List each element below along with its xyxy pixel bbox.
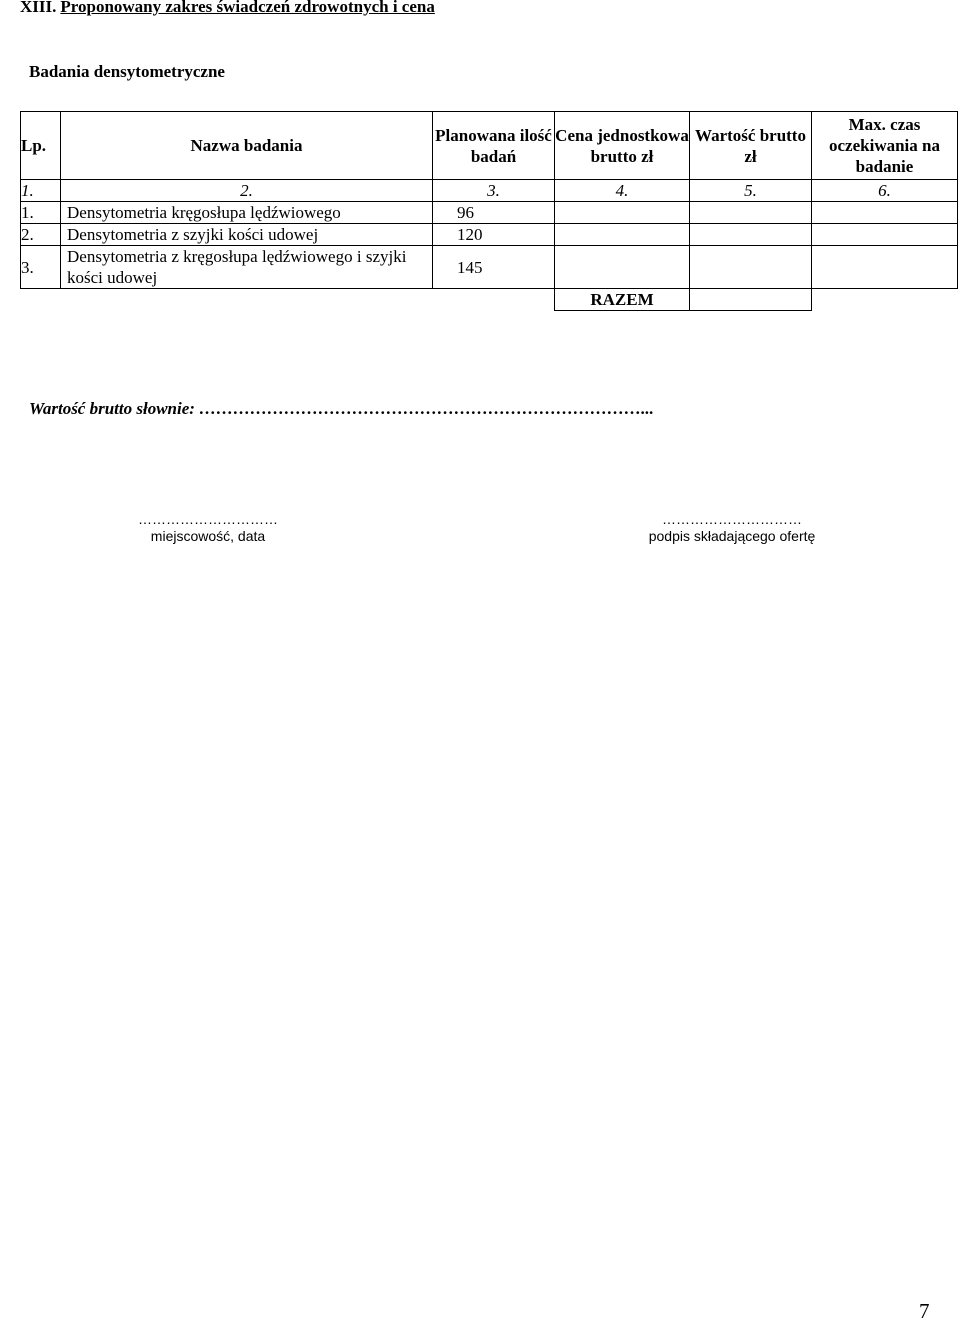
row-value-cell[interactable]: [690, 246, 812, 289]
column-number: 3.: [433, 180, 555, 202]
header-qty: Planowana ilość badań: [433, 112, 555, 180]
subtitle: Badania densytometryczne: [29, 62, 225, 81]
row-qty: 145: [433, 246, 555, 289]
page-number: 7: [919, 1299, 930, 1323]
row-value-cell[interactable]: [690, 202, 812, 224]
column-number: 1.: [21, 180, 61, 202]
header-unit-price: Cena jednostkowa brutto zł: [555, 112, 690, 180]
blank-cell: [61, 289, 433, 311]
row-qty: 120: [433, 224, 555, 246]
signer-signature: [622, 511, 842, 545]
signer-dots[interactable]: …………………………: [662, 511, 802, 527]
table-row: [21, 224, 958, 246]
column-number: 5.: [690, 180, 812, 202]
table-row: [21, 246, 958, 289]
column-number: 4.: [555, 180, 690, 202]
row-unit-price-cell[interactable]: [555, 246, 690, 289]
services-table: [20, 111, 958, 311]
row-qty: 96: [433, 202, 555, 224]
total-label: RAZEM: [555, 289, 690, 311]
blank-cell: [433, 289, 555, 311]
row-wait-cell[interactable]: [812, 246, 958, 289]
column-number: 2.: [61, 180, 433, 202]
column-number: 6.: [812, 180, 958, 202]
row-unit-price-cell[interactable]: [555, 224, 690, 246]
row-lp: 1.: [21, 202, 61, 224]
section-title: Proponowany zakres świadczeń zdrowotnych i cena: [60, 0, 435, 16]
section-heading: [20, 0, 435, 17]
total-row: [21, 289, 958, 311]
row-wait-cell[interactable]: [812, 202, 958, 224]
row-lp: 3.: [21, 246, 61, 289]
row-unit-price-cell[interactable]: [555, 202, 690, 224]
row-name: Densytometria kręgosłupa lędźwiowego: [61, 202, 433, 224]
section-number: XIII.: [20, 0, 57, 16]
header-wait: Max. czas oczekiwania na badanie: [812, 112, 958, 180]
header-row: [21, 112, 958, 180]
header-lp: Lp.: [21, 112, 61, 180]
value-in-words[interactable]: Wartość brutto słownie: ……………………………………………………………………...: [29, 399, 654, 418]
place-date-label: miejscowość, data: [150, 528, 266, 544]
place-date-dots[interactable]: …………………………: [138, 511, 278, 527]
row-name: Densytometria z kręgosłupa lędźwiowego i szyjki kości udowej: [61, 246, 433, 289]
column-number-row: [21, 180, 958, 202]
row-wait-cell[interactable]: [812, 224, 958, 246]
total-value-cell[interactable]: [690, 289, 812, 311]
blank-cell: [21, 289, 61, 311]
blank-cell: [812, 289, 958, 311]
row-name: Densytometria z szyjki kości udowej: [61, 224, 433, 246]
row-value-cell[interactable]: [690, 224, 812, 246]
place-date-signature: [88, 511, 328, 545]
row-lp: 2.: [21, 224, 61, 246]
header-name: Nazwa badania: [61, 112, 433, 180]
table-row: [21, 202, 958, 224]
signer-label: podpis składającego ofertę: [648, 528, 816, 544]
header-value: Wartość brutto zł: [690, 112, 812, 180]
